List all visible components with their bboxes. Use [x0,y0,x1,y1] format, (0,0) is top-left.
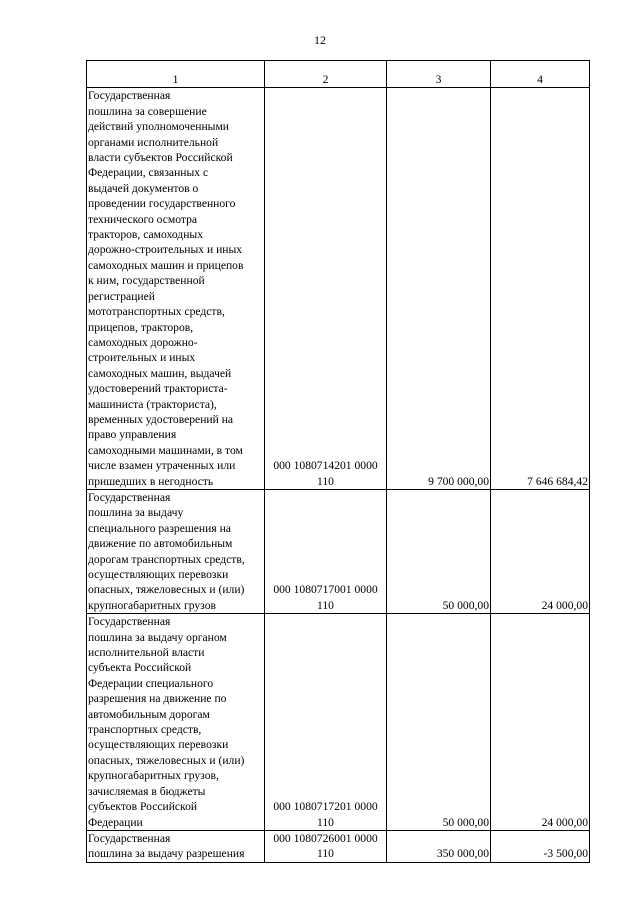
row-value-actual: -3 500,00 [491,830,590,862]
row-name: Государственная пошлина за выдачу разрешения [87,830,265,862]
row-name: Государственная пошлина за выдачу специального разрешения на движение по автомобильным дорогам транспортных средств, осуществляющих перевозки опасных, тяжеловесных и (или) крупногабаритных грузов [87,489,265,613]
column-header: 1 [87,61,265,88]
row-code: 000 1080714201 0000 110 [265,88,387,490]
row-value-actual: 24 000,00 [491,489,590,613]
row-value-plan: 9 700 000,00 [387,88,491,490]
revenue-table [86,60,590,863]
table-row [87,614,590,831]
row-code: 000 1080717001 0000 110 [265,489,387,613]
row-value-plan: 50 000,00 [387,614,491,831]
row-name: Государственная пошлина за совершение действий уполномоченными органами исполнительной власти субъектов Российской Федерации, связанных с выдачей документов о проведении государственного технического осмотра тракторов, самоходных дорожно-строительных и иных самоходных машин и прицепов к ним, государственной регистрацией мототранспортных средств, прицепов, тракторов, самоходных дорожно- строительных и иных самоходных машин, выдачей удостоверений тракториста- машиниста (тракториста), временных удостоверений на право управления самоходными машинами, в том числе взамен утраченных или пришедших в негодность [87,88,265,490]
column-header: 3 [387,61,491,88]
table-header-row [87,61,590,88]
page-number: 12 [314,33,326,47]
table-row [87,88,590,490]
row-value-plan: 50 000,00 [387,489,491,613]
row-code: 000 1080726001 0000 110 [265,830,387,862]
column-header: 4 [491,61,590,88]
table-row [87,489,590,613]
row-value-plan: 350 000,00 [387,830,491,862]
column-header: 2 [265,61,387,88]
row-code: 000 1080717201 0000 110 [265,614,387,831]
row-value-actual: 24 000,00 [491,614,590,831]
table-row [87,830,590,862]
row-value-actual: 7 646 684,42 [491,88,590,490]
row-name: Государственная пошлина за выдачу органом исполнительной власти субъекта Российской Федерации специального разрешения на движение по автомобильным дорогам транспортных средств, осуществляющих перевозки опасных, тяжеловесных и (или) крупногабаритных грузов, зачисляемая в бюджеты субъектов Российской Федерации [87,614,265,831]
